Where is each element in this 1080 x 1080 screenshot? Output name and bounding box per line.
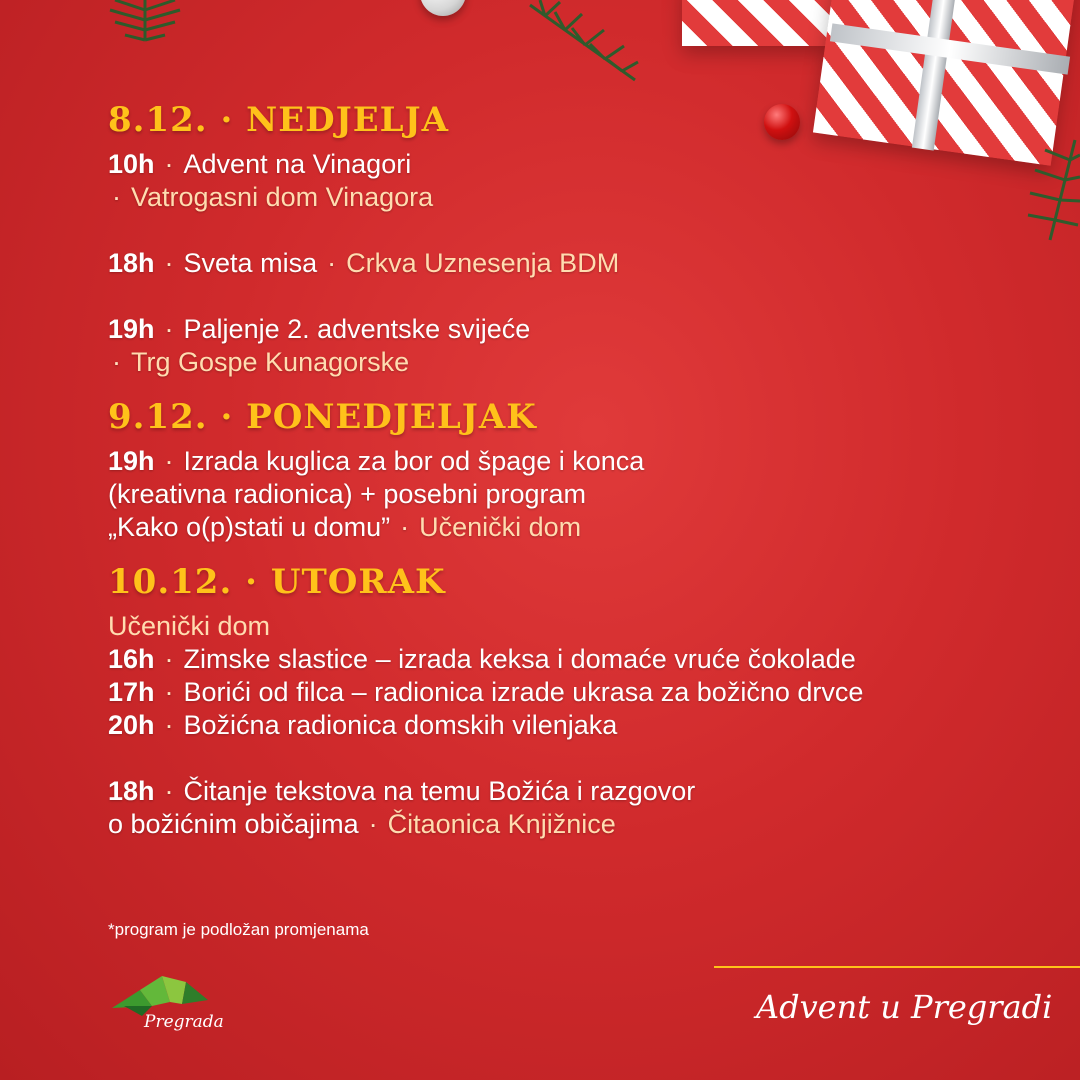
event-name: Zimske slastice – izrada keksa i domaće vruće čokolade	[183, 644, 856, 674]
event-line-continued: o božićnim običajima · Čitaonica Knjižnice	[108, 809, 616, 839]
event-time: 18h	[108, 248, 155, 278]
event-time: 10h	[108, 149, 155, 179]
event-line-continued: „Kako o(p)stati u domu” · Učenički dom	[108, 512, 582, 542]
event-name-part: „Kako o(p)stati u domu”	[108, 512, 391, 542]
event-time: 20h	[108, 710, 155, 740]
event-line: 19h · Paljenje 2. adventske svijeće	[108, 314, 531, 344]
program-list	[108, 100, 1048, 841]
event-name: Paljenje 2. adventske svijeće	[183, 314, 531, 344]
event-name: Advent na Vinagori	[183, 149, 412, 179]
event-location-line: · Vatrogasni dom Vinagora	[112, 182, 434, 212]
event-name: Božićna radionica domskih vilenjaka	[183, 710, 618, 740]
event-location: Čitaonica Knjižnice	[387, 809, 616, 839]
event-time: 18h	[108, 776, 155, 806]
signature-text: Advent u Pregradi	[756, 988, 1053, 1026]
event-line: 18h · Čitanje tekstova na temu Božića i razgovor	[108, 776, 696, 806]
footnote: *program je podložan promjenama	[108, 920, 369, 939]
event-name: Izrada kuglica za bor od špage i konca	[183, 446, 645, 476]
event-line: 18h · Sveta misa · Crkva Uznesenja BDM	[108, 248, 620, 278]
event-line: 16h · Zimske slastice – izrada keksa i domaće vruće čokolade	[108, 644, 856, 674]
gift-box-small	[682, 0, 832, 46]
day-heading: 10.12. · UTORAK	[108, 562, 446, 602]
pine-branch-top-center	[510, 0, 650, 85]
ornament-ball-top	[420, 0, 466, 16]
day-heading: 9.12. · PONEDJELJAK	[108, 397, 537, 437]
event-location: Crkva Uznesenja BDM	[346, 248, 620, 278]
event-time: 19h	[108, 314, 155, 344]
event-line: 10h · Advent na Vinagori	[108, 149, 412, 179]
pine-branch-top-left	[100, 0, 190, 50]
event-time: 19h	[108, 446, 155, 476]
day-venue: Učenički dom	[108, 611, 271, 641]
event-location: Učenički dom	[419, 512, 582, 542]
day-heading: 8.12. · NEDJELJA	[108, 100, 450, 140]
event-name: Sveta misa	[183, 248, 318, 278]
event-name: Čitanje tekstova na temu Božića i razgovor	[183, 776, 696, 806]
divider-line	[714, 966, 1080, 968]
event-line-continued: (kreativna radionica) + posebni program	[108, 479, 586, 509]
logo-text: Pregrada	[144, 1012, 224, 1032]
event-name: Borići od filca – radionica izrade ukrasa za božično drvce	[183, 677, 864, 707]
event-time: 17h	[108, 677, 155, 707]
event-time: 16h	[108, 644, 155, 674]
event-location: Trg Gospe Kunagorske	[131, 347, 410, 377]
event-location: Vatrogasni dom Vinagora	[131, 182, 434, 212]
event-line: 20h · Božićna radionica domskih vilenjaka	[108, 710, 618, 740]
event-line: 19h · Izrada kuglica za bor od špage i konca	[108, 446, 645, 476]
event-line: 17h · Borići od filca – radionica izrade ukrasa za božično drvce	[108, 677, 864, 707]
event-location-line: · Trg Gospe Kunagorske	[112, 347, 410, 377]
event-name-part: o božićnim običajima	[108, 809, 359, 839]
